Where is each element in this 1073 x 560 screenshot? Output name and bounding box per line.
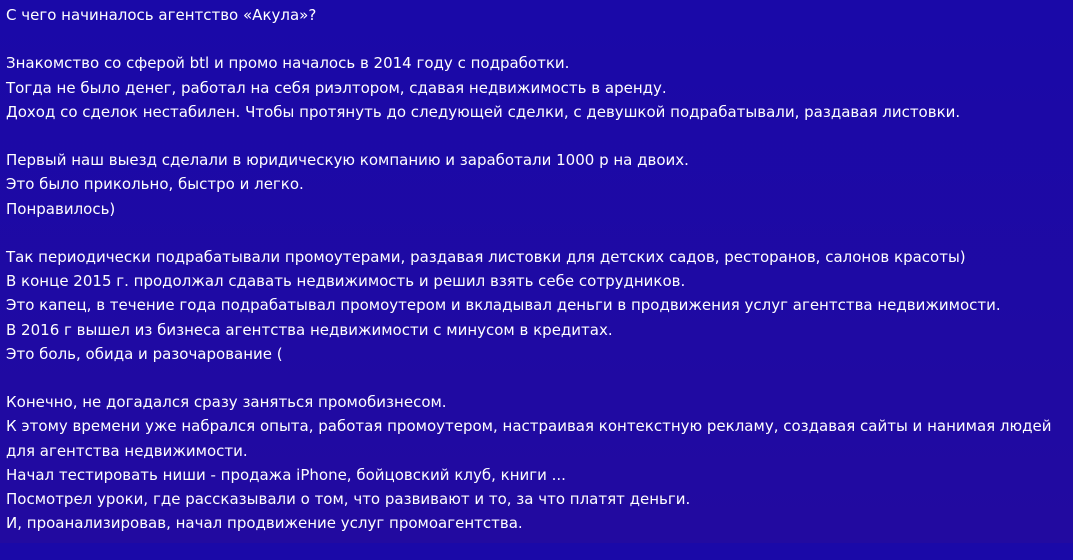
text-line: Так периодически подрабатывали промоутерами, раздавая листовки для детских садов, ресторанов, салонов красоты) [6, 247, 966, 266]
text-line: И, проанализировав, начал продвижение услуг промоагентства. [6, 514, 523, 533]
text-line: Первый наш выезд сделали в юридическую компанию и заработали 1000 р на двоих. [6, 151, 689, 170]
text-line: Конечно, не догадался сразу заняться промобизнесом. [6, 393, 447, 412]
article-title-block [6, 3, 1068, 27]
paragraph-2 [6, 148, 1068, 221]
paragraph-3 [6, 245, 1068, 366]
article-title: С чего начиналось агентство «Акула»? [6, 6, 317, 24]
text-line: Это было прикольно, быстро и легко. [6, 175, 304, 194]
text-line: Знакомство со сферой btl и промо началось в 2014 году с подработки. [6, 54, 570, 73]
text-line: В 2016 г вышел из бизнеса агентства недвижимости с минусом в кредитах. [6, 320, 613, 339]
article [6, 3, 1068, 560]
paragraph-4 [6, 390, 1068, 535]
text-line: Это боль, обида и разочарование ( [6, 344, 283, 363]
text-line: Доход со сделок нестабилен. Чтобы протянуть до следующей сделки, с девушкой подрабатывали, раздавая листовки. [6, 102, 961, 121]
paragraph-1 [6, 51, 1068, 124]
text-line: Тогда не было денег, работал на себя риэлтором, сдавая недвижимость в аренду. [6, 78, 667, 97]
text-line: Посмотрел уроки, где рассказывали о том, что развивают и то, за что платят деньги. [6, 490, 691, 508]
text-line: К этому времени уже набрался опыта, работая промоутером, настраивая контекстную рекламу, создавая сайты и нанимая людей для агентства недвижимости. [6, 417, 1052, 460]
text-line: Понравилось) [6, 199, 116, 218]
text-line: Начал тестировать ниши - продажа iPhone, бойцовский клуб, книги ... [6, 465, 566, 484]
text-line: Это капец, в течение года подрабатывал промоутером и вкладывал деньги в продвижения услуг агентства недвижимости. [6, 296, 1001, 315]
text-line: В конце 2015 г. продолжал сдавать недвижимость и решил взять себе сотрудников. [6, 272, 686, 291]
